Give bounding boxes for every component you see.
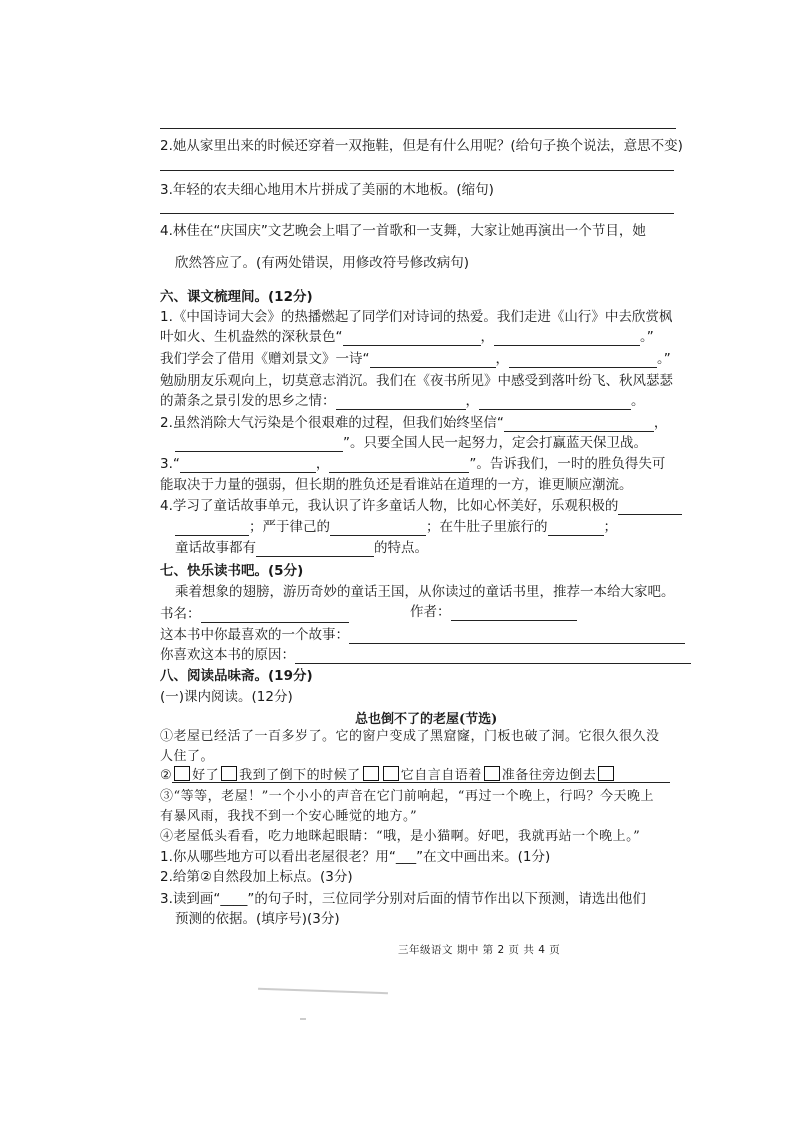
passage-title: 总也倒不了的老屋(节选) xyxy=(355,712,498,727)
section-7-heading: 七、快乐读书吧。(5分) xyxy=(160,563,304,579)
scan-smudge xyxy=(300,1018,306,1020)
s6-line-8-start: 3.“ xyxy=(160,456,180,472)
reason-row xyxy=(160,646,691,664)
passage-para-1b: 人住了。 xyxy=(160,749,215,764)
comma: ， xyxy=(653,415,668,431)
s6-line-2-text: 叶如火、生机盎然的深秋景色“ xyxy=(160,329,343,345)
passage-para-1a: ①老屋已经活了一百多岁了。它的窗户变成了黑窟窿，门板也破了洞。它很久很久没 xyxy=(160,729,660,744)
s6-line-7 xyxy=(175,434,647,452)
question-4-line-2: 欣然答应了。(有两处错误，用修改符号修改病句) xyxy=(175,255,470,271)
s6-line-9: 能取决于力量的强弱，但长期的胜负还是看谁站在道理的一方，谁更顺应潮流。 xyxy=(160,477,633,493)
underline-sentence xyxy=(172,782,670,783)
period: 。 xyxy=(631,393,645,409)
passage-para-3b: 有暴风雨，我找不到一个安心睡觉的地方。” xyxy=(160,809,418,824)
punctuation-box[interactable] xyxy=(383,766,399,781)
punctuation-box[interactable] xyxy=(363,766,379,781)
s6-line-10 xyxy=(160,497,682,515)
s6-line-11-b: ；在牛肚子里旅行的 xyxy=(426,519,548,535)
fill-blank[interactable] xyxy=(180,458,316,473)
section-8-heading: 八、阅读品味斋。(19分) xyxy=(160,668,313,684)
page-footer: 三年级语文 期中 第 2 页 共 4 页 xyxy=(398,944,561,956)
s7-intro: 乘着想象的翅膀，游历奇妙的童话王国，从你读过的童话书里，推荐一本给大家吧。 xyxy=(175,584,675,600)
s6-line-6 xyxy=(160,414,667,432)
punctuation-box[interactable] xyxy=(484,766,500,781)
fill-blank[interactable] xyxy=(175,521,249,536)
para-2-part-c: 它自言自语着 xyxy=(400,768,482,783)
book-title-row xyxy=(160,605,349,623)
fill-blank[interactable] xyxy=(329,458,469,473)
author-label: 作者： xyxy=(410,604,451,620)
quote-end: 。” xyxy=(640,329,654,345)
answer-line xyxy=(160,128,676,129)
semicolon: ； xyxy=(603,519,617,535)
question-4-line-1: 4.林佳在“庆国庆”文艺晚会上唱了一首歌和一支舞，大家让她再演出一个节目，她 xyxy=(160,223,646,239)
punctuation-box[interactable] xyxy=(221,766,237,781)
question-2: 2.她从家里出来的时候还穿着一双拖鞋，但是有什么用呢？(给句子换个说法，意思不变) xyxy=(160,138,683,154)
comma: ， xyxy=(315,456,330,472)
fill-blank[interactable] xyxy=(509,353,657,368)
s6-line-8 xyxy=(160,455,665,473)
reason-label: 你喜欢这本书的原因： xyxy=(160,647,295,663)
story-input[interactable] xyxy=(349,629,685,644)
s6-line-3-text: 我们学会了借用《赠刘景文》一诗“ xyxy=(160,351,370,367)
favorite-story-row xyxy=(160,626,685,644)
para-2-part-b: 我到了倒下的时候了 xyxy=(239,768,361,783)
fill-blank[interactable] xyxy=(336,395,466,410)
s6-line-10-text: 4.学习了童话故事单元，我认识了许多童话人物，比如心怀美好，乐观积极的 xyxy=(160,498,619,514)
s8-question-1: 1.你从哪些地方可以看出老屋很老？用“___”在文中画出来。(1分) xyxy=(160,849,551,865)
s6-line-6-text: 2.虽然消除大气污染是个很艰难的过程，但我们始终坚信“ xyxy=(160,415,504,431)
reason-input[interactable] xyxy=(295,649,691,664)
s6-line-7-text: ”。只要全国人民一起努力，定会打赢蓝天保卫战。 xyxy=(343,435,647,451)
s6-line-3 xyxy=(160,350,671,368)
s6-line-4: 勉励朋友乐观向上，切莫意志消沉。我们在《夜书所见》中感受到落叶纷飞、秋风瑟瑟 xyxy=(160,373,673,389)
s6-line-2 xyxy=(160,328,654,346)
fill-blank[interactable] xyxy=(330,521,426,536)
s6-line-12-a: 童话故事都有 xyxy=(175,540,256,556)
answer-line xyxy=(160,170,674,171)
fill-blank[interactable] xyxy=(548,521,604,536)
section-6-heading: 六、课文梳理间。(12分) xyxy=(160,289,313,305)
passage-para-3a: ③“等等，老屋！”一个小小的声音在它门前响起，“再过一个晚上，行吗？今天晚上 xyxy=(160,789,654,804)
passage-para-4: ④老屋低头看看，吃力地眯起眼睛：“哦，是小猫啊。好吧，我就再站一个晚上。” xyxy=(160,829,641,844)
fill-blank[interactable] xyxy=(494,331,640,346)
para-2-number: ② xyxy=(160,768,173,783)
scan-smudge xyxy=(258,988,388,995)
para-2-part-a: 好了 xyxy=(192,768,220,783)
s6-line-11 xyxy=(175,518,617,536)
comma: ， xyxy=(480,329,494,345)
fill-blank[interactable] xyxy=(256,542,374,557)
book-label: 书名： xyxy=(160,606,201,622)
punctuation-box[interactable] xyxy=(598,766,614,781)
fill-blank[interactable] xyxy=(504,417,654,432)
answer-line xyxy=(160,213,674,214)
story-label: 这本书中你最喜欢的一个故事： xyxy=(160,627,349,643)
s6-line-12 xyxy=(175,539,428,557)
comma: ， xyxy=(495,351,509,367)
s8-question-3b: 预测的依据。(填序号)(3分) xyxy=(175,911,340,927)
fill-blank[interactable] xyxy=(370,353,496,368)
s6-line-5-text: 的萧条之景引发的思乡之情： xyxy=(160,393,336,409)
s6-line-11-a: ；严于律己的 xyxy=(249,519,330,535)
s6-line-1: 1.《中国诗词大会》的热播燃起了同学们对诗词的热爱。我们走进《山行》中去欣赏枫 xyxy=(160,309,673,325)
book-input[interactable] xyxy=(201,608,349,623)
comma: ， xyxy=(465,393,479,409)
fill-blank[interactable] xyxy=(479,395,631,410)
s6-line-12-b: 的特点。 xyxy=(374,540,428,556)
punctuation-box[interactable] xyxy=(174,766,190,781)
fill-blank[interactable] xyxy=(343,331,481,346)
s8-subheading: (一)课内阅读。(12分) xyxy=(160,689,293,705)
s6-line-5 xyxy=(160,392,645,410)
author-input[interactable] xyxy=(451,606,577,621)
author-row xyxy=(410,603,577,621)
fill-blank[interactable] xyxy=(175,437,343,452)
s8-question-2: 2.给第②自然段加上标点。(3分) xyxy=(160,869,353,885)
fill-blank[interactable] xyxy=(618,500,682,515)
s6-line-8-text: ”。告诉我们，一时的胜负得失可 xyxy=(469,456,666,472)
quote-end: 。” xyxy=(657,351,671,367)
para-2-part-d: 准备往旁边倒去 xyxy=(501,768,597,783)
question-3: 3.年轻的农夫细心地用木片拼成了美丽的木地板。(缩句) xyxy=(160,182,494,198)
s8-question-3a: 3.读到画“____”的句子时，三位同学分别对后面的情节作出以下预测，请选出他们 xyxy=(160,891,646,907)
